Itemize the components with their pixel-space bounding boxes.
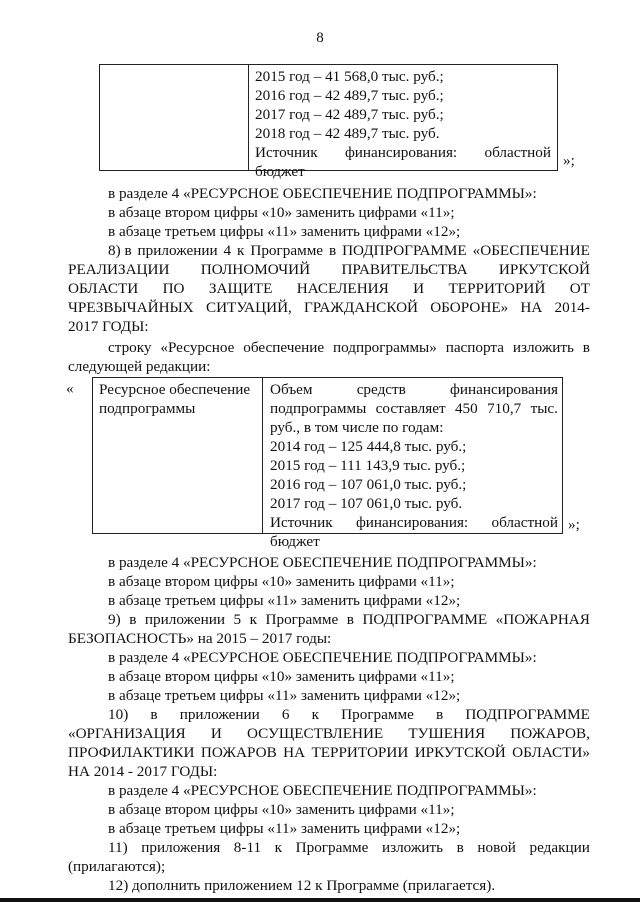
text-line: в абзаце третьем цифры «11» заменить цифрами «12»; [108, 687, 461, 704]
table-divider [248, 65, 249, 170]
text-line: в абзаце третьем цифры «11» заменить цифрами «12»; [108, 223, 461, 240]
text-line: в абзаце втором цифры «10» заменить цифрами «11»; [108, 573, 455, 590]
funding-line: 2015 год – 41 568,0 тыс. руб.; [255, 68, 444, 85]
resource-table [92, 377, 563, 550]
text-line: в абзаце третьем цифры «11» заменить цифрами «12»; [108, 592, 461, 609]
item-8-passport-line: следующей редакции: [68, 358, 211, 375]
funding-source-line: бюджет [270, 533, 320, 550]
text-line: в абзаце втором цифры «10» заменить цифрами «11»; [108, 801, 455, 818]
item-9-line: 9) в приложении 5 к Программе в ПОДПРОГРАММЕ «ПОЖАРНАЯ [108, 611, 590, 628]
table-divider [262, 378, 263, 533]
item-8-passport-line: строку «Ресурсное обеспечение подпрограммы» паспорта изложить в [108, 339, 590, 356]
text-line: в абзаце втором цифры «10» заменить цифрами «11»; [108, 204, 455, 221]
resource-table-continuation [99, 64, 558, 180]
text-line: в разделе 4 «РЕСУРСНОЕ ОБЕСПЕЧЕНИЕ ПОДПРОГРАММЫ»: [108, 649, 537, 666]
table-cell-funding: Объем средств финансирования подпрограммы составляет 450 710,7 тыс. руб., в том числе по годам: 2014 год – 125 444,8 тыс. руб.; 2015 год – 111 143,9 тыс. руб.; 2016 год – 107 061,0 тыс. руб.; 2017 год – 107 061,0 тыс. руб. Источник финансирования: областной бюджет [270, 381, 558, 550]
item-9-line: БЕЗОПАСНОСТЬ» на 2015 – 2017 годы: [68, 630, 332, 647]
item-10-line: ПРОФИЛАКТИКИ ПОЖАРОВ НА ТЕРРИТОРИИ ИРКУТСКОЙ ОБЛАСТИ» [68, 744, 590, 761]
text-line: в абзаце втором цифры «10» заменить цифрами «11»; [108, 668, 455, 685]
funding-line: 2018 год – 42 489,7 тыс. руб. [255, 125, 440, 142]
item-8-line: 8) в приложении 4 к Программе в ПОДПРОГРАММЕ «ОБЕСПЕЧЕНИЕ [108, 242, 590, 259]
funding-source-line: Источник финансирования: областной [255, 144, 551, 161]
open-quote-mark: « [66, 380, 74, 397]
table-cell-funding [255, 67, 551, 181]
page-number: 8 [316, 30, 324, 46]
funding-line: 2014 год – 125 444,8 тыс. руб.; [270, 438, 467, 455]
bottom-rule [0, 898, 640, 902]
item-8-line: РЕАЛИЗАЦИИ ПОЛНОМОЧИЙ ПРАВИТЕЛЬСТВА ИРКУТСКОЙ [68, 261, 590, 278]
text-line: в разделе 4 «РЕСУРСНОЕ ОБЕСПЕЧЕНИЕ ПОДПРОГРАММЫ»: [108, 554, 537, 571]
item-8-line: ОБЛАСТИ ПО ЗАЩИТЕ НАСЕЛЕНИЯ И ТЕРРИТОРИЙ ОТ [68, 280, 590, 297]
funding-line: 2017 год – 42 489,7 тыс. руб.; [255, 106, 444, 123]
funding-line: 2017 год – 107 061,0 тыс. руб. [270, 495, 463, 512]
funding-source-line: Источник финансирования: областной [270, 514, 558, 531]
funding-source-line: бюджет [255, 163, 305, 180]
close-quote-mark: »; [568, 516, 580, 533]
text-line: в разделе 4 «РЕСУРСНОЕ ОБЕСПЕЧЕНИЕ ПОДПРОГРАММЫ»: [108, 782, 537, 799]
item-8-line: 2017 ГОДЫ: [68, 318, 149, 335]
table-cell-label: Ресурсное обеспечение подпрограммы [99, 381, 251, 417]
item-10-line: «ОРГАНИЗАЦИЯ И ОСУЩЕСТВЛЕНИЕ ТУШЕНИЯ ПОЖАРОВ, [68, 725, 590, 742]
funding-line: 2016 год – 107 061,0 тыс. руб.; [270, 476, 467, 493]
item-11-line: 11) приложения 8-11 к Программе изложить в новой редакции [108, 839, 590, 856]
item-10-line: 10) в приложении 6 к Программе в ПОДПРОГРАММЕ [108, 706, 590, 723]
item-12-line: 12) дополнить приложением 12 к Программе (прилагается). [108, 877, 496, 894]
item-10-line: НА 2014 - 2017 ГОДЫ: [68, 763, 218, 780]
text-line: в абзаце третьем цифры «11» заменить цифрами «12»; [108, 820, 461, 837]
close-quote-mark: »; [563, 152, 575, 169]
funding-line: 2016 год – 42 489,7 тыс. руб.; [255, 87, 444, 104]
item-11-line: (прилагаются); [68, 858, 166, 875]
funding-line: 2015 год – 111 143,9 тыс. руб.; [270, 457, 466, 474]
item-8-line: ЧРЕЗВЫЧАЙНЫХ СИТУАЦИЙ, ГРАЖДАНСКОЙ ОБОРОНЕ» НА 2014- [68, 299, 590, 316]
text-line: в разделе 4 «РЕСУРСНОЕ ОБЕСПЕЧЕНИЕ ПОДПРОГРАММЫ»: [108, 185, 537, 202]
